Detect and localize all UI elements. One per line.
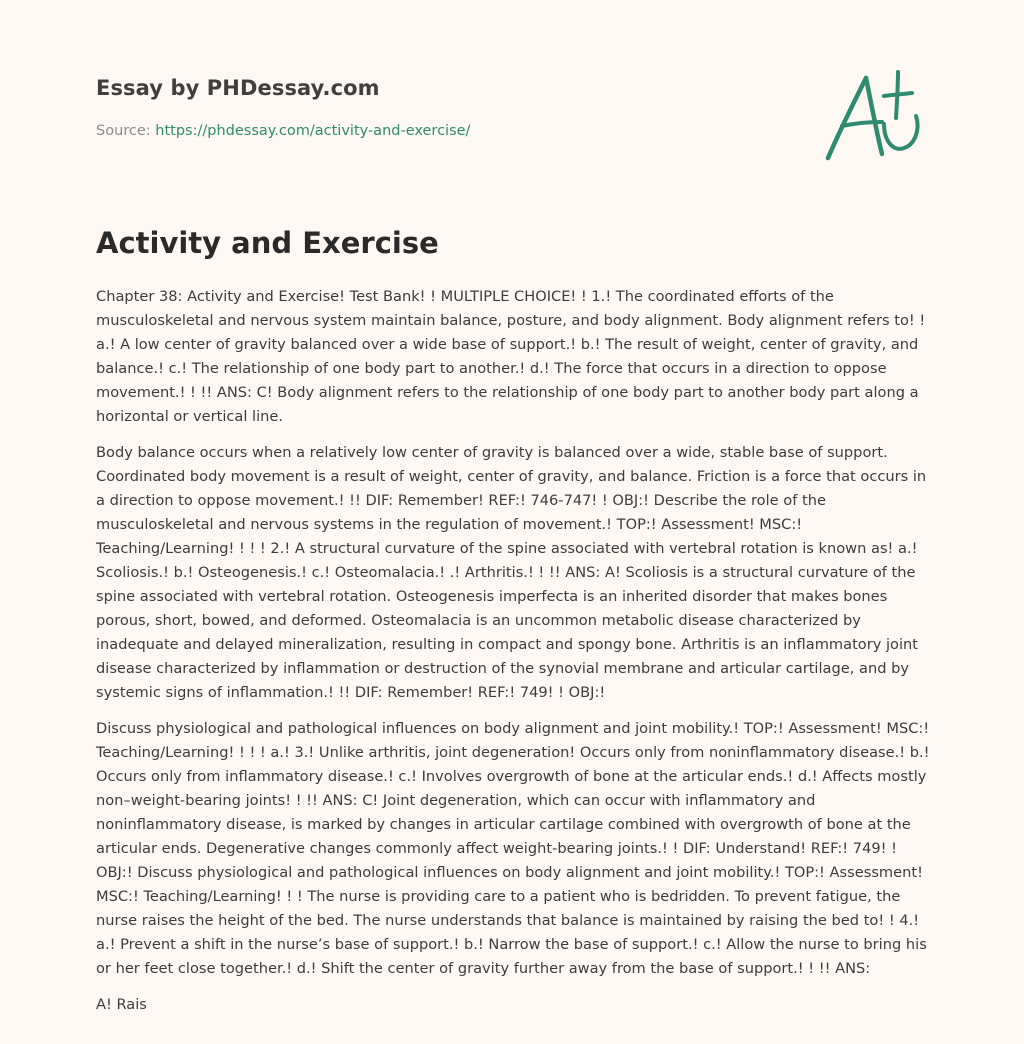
paragraph-3: Discuss physiological and pathological influences on body alignment and joint mobility.! TOP:! Assessment! MSC:! Teaching/Learning! ! ! ! a.! 3.! Unlike arthritis, joint degeneration! Occurs only from noninflammatory disease.! b.! Occurs only from inflammatory disease.! c.! Involves overgrowth of bone at the articular ends.! d.! Affects mostly non–weight-bearing joints! ! !! ANS: C! Joint degeneration, which can occur with inflammatory and noninflammatory disease, is marked by changes in articular cartilage combined with overgrowth of bone at the articular ends. Degenerative changes commonly affect weight-bearing joints.! ! DIF: Understand! REF:! 749! ! OBJ:! Discuss physiological and pathological influences on body alignment and joint mobility.! TOP:! Assessment! MSC:! Teaching/Learning! ! ! The nurse is providing care to a patient who is bedridden. To prevent fatigue, the nurse raises the height of the bed. The nurse understands that balance is maintained by raising the bed to! ! 4.! a.! Prevent a shift in the nurse’s base of support.! b.! Narrow the base of support.! c.! Allow the nurse to bring his or her feet close together.! d.! Shift the center of gravity further away from the base of support.! ! !! ANS: <box>96 720 930 977</box>
source-line <box>96 123 470 139</box>
paragraph-1: Chapter 38: Activity and Exercise! Test Bank! ! MULTIPLE CHOICE! ! 1.! The coordinated efforts of the musculoskeletal and nervous system maintain balance, posture, and body alignment. Body alignment refers to! ! a.! A low center of gravity balanced over a wide base of support.! b.! The result of weight, center of gravity, and balance.! c.! The relationship of one body part to another.! d.! The force that occurs in a direction to oppose movement.! ! !! ANS: C! Body alignment refers to the relationship of one body part to another body part along a horizontal or vertical line. <box>96 288 926 425</box>
source-link[interactable]: https://phdessay.com/activity-and-exercise/ <box>155 123 471 139</box>
paragraph-2: Body balance occurs when a relatively low center of gravity is balanced over a wide, stable base of support. Coordinated body movement is a result of weight, center of gravity, and balance. Friction is a force that occurs in a direction to oppose movement.! !! DIF: Remember! REF:! 746-747! ! OBJ:! Describe the role of the musculoskeletal and nervous systems in the regulation of movement.! TOP:! Assessment! MSC:! Teaching/Learning! ! ! ! 2.! A structural curvature of the spine associated with vertebral rotation is known as! a.! Scoliosis.! b.! Osteogenesis.! c.! Osteomalacia.! .! Arthritis.! ! !! ANS: A! Scoliosis is a structural curvature of the spine associated with vertebral rotation. Osteogenesis imperfecta is an inherited disorder that makes bones porous, short, bowed, and deformed. Osteomalacia is an uncommon metabolic disease characterized by inadequate and delayed mineralization, resulting in compact and spongy bone. Arthritis is an inflammatory joint disease characterized by inflammation or destruction of the synovial membrane and articular cartilage, and by systemic signs of inflammation.! !! DIF: Remember! REF:! 749! ! OBJ:! <box>96 444 927 701</box>
source-label: Source: <box>96 123 156 139</box>
paragraph-4: A! Rais <box>96 996 147 1013</box>
document-body <box>96 285 932 1029</box>
brand-title: Essay by PHDessay.com <box>96 76 380 100</box>
a-plus-logo-icon <box>824 68 924 164</box>
document-title: Activity and Exercise <box>96 226 439 260</box>
